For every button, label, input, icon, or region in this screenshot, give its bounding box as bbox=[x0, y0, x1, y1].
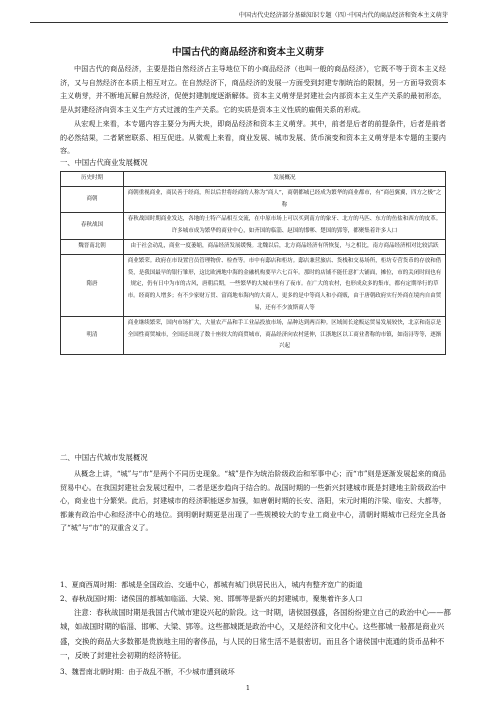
table-row bbox=[61, 239, 446, 254]
table-header-cell: 历史时期 bbox=[61, 172, 124, 187]
era-cell: 商朝 bbox=[61, 186, 124, 213]
table-row bbox=[61, 186, 446, 213]
page-number: 1 bbox=[245, 684, 251, 692]
era-cell: 隋唐 bbox=[61, 254, 124, 316]
table-header-cell: 发展概况 bbox=[124, 172, 446, 187]
table-row bbox=[61, 316, 446, 354]
table-row bbox=[61, 213, 446, 240]
era-cell: 魏晋南北朝 bbox=[61, 239, 124, 254]
description-cell: 商朝重视商业，商民善于经商，所以后世将经商的人称为“商人”，商朝都城已经成为繁华的商业都市，有“商邑翼翼，四方之极”之称 bbox=[124, 186, 446, 213]
section-heading-cities: 二、中国古代城市发展概况 bbox=[60, 453, 148, 462]
era-cell: 春秋战国 bbox=[61, 213, 124, 240]
era-cell: 明清 bbox=[61, 316, 124, 354]
description-cell: 春秋战国时期商业发达，各地的土特产品相互交流，在中原市场上可以买到南方的象牙、北方的马匹、东方的鱼盐和西方的皮革。许多城市成为繁华的商业中心，如齐国的临淄、赵国的邯郸、楚国的郢等，都聚集着许多人口 bbox=[124, 213, 446, 240]
list-item: 1、夏商西周时期：都城是全国政治、交通中心，都城有城门供居民出入，城内有整齐宽广的街道 bbox=[60, 580, 363, 589]
list-item: 2、春秋战国时期：诸侯国的都城如临淄、大梁、宛、邯郸等是新兴的封建城市，聚集着许多人口 bbox=[60, 594, 363, 603]
table-row bbox=[61, 254, 446, 316]
description-cell: 商业继续繁荣，国内市场扩大，大量农产品和手工业品投放市场，品种达到两百种。区域间长途贩运贸易发展较快，北京和南京是全国性商贸城市，全国还出现了数十座较大的商贸城市，商品经济向农村延伸，江浙地区以工商业著称的市镇，如南浔等等，逐渐兴起 bbox=[124, 316, 446, 354]
table-header-row bbox=[61, 172, 446, 187]
intro-paragraph-2: 从宏观上来看，本专题内容主要分为两大块，即商品经济和资本主义萌芽。其中，前者是后者的前提条件，后者是前者的必然结果，二者紧密联系、相互促进。从微观上来看，商业发展、城市发展、货币演变和资本主义萌芽是本专题的主要内容。 bbox=[60, 119, 446, 156]
description-cell: 由于社会动乱，商业一度萎缩，商品经济发展缓慢。北魏以后，北方商品经济有所恢复，与之相比，南方商品经济相对比较活跃 bbox=[124, 239, 446, 254]
running-header: 中国古代史经济部分基础知识专题（四）·中国古代的商品经济和资本主义萌芽 bbox=[30, 10, 448, 23]
document-title: 中国古代的商品经济和资本主义萌芽 bbox=[171, 47, 324, 58]
note-paragraph: 注意：春秋战国时期是我国古代城市建设兴起的阶段。这一时期，诸侯国强盛，各国纷纷建立自己的政治中心——都城，如战国时期的临淄、邯郸、大梁、郢等。这些都城既是政治中心，又是经济和文化中心。这些都城一般都是商业兴盛，交换的商品大多数都是贵族地主用的奢侈品，与人民的日常生活不是很密切。而且各个诸侯国中流通的货币品种不一，反映了封建社会初期的经济特征。 bbox=[60, 608, 451, 661]
section-heading-commerce: 一、中国古代商业发展概况 bbox=[60, 158, 148, 167]
cities-paragraph: 从概念上讲，“城”与“市”是两个不同历史现象。“城”是作为统治阶级政治和军事中心；而“市”则是逐渐发展起来的商品贸易中心。在我国封建社会发展过程中，二者是逐步趋向于结合的。战国时期的一些新兴封建城市既是封建地主阶级政治中心，商业也十分繁荣。此后，封建城市的经济职能逐步加强，如唐朝时期的长安、洛阳，宋元时期的汴梁、临安、大都等，都兼有政治中心和经济中心的地位。到明朝时期更是出现了一些规模较大的专业工商业中心，清朝时期城市已经完全具备了“城”与“市”的双重含义了。 bbox=[60, 469, 446, 533]
intro-paragraph-1: 中国古代的商品经济，主要是指自然经济占主导地位下的小商品经济（也叫一般的商品经济），它既不等于资本主义经济，又与自然经济在本质上相互对立。在自然经济下，商品经济的发展一方面受到封建专制统治的限制，另一方面导致资本主义萌芽，并不断地瓦解自然经济，促使封建制度逐渐解体。资本主义萌芽是封建社会内部资本主义生产关系的最初形态，是从封建经济向资本主义生产方式过渡的生产关系。它的实质是资本主义性质的雇佣关系的形成。 bbox=[60, 64, 446, 114]
commerce-history-table bbox=[60, 171, 446, 355]
list-item: 3、魏晋南北朝时期：由于战乱不断，不少城市遭到破坏 bbox=[60, 667, 235, 676]
description-cell: 商业繁荣。政府在市设置官员管理物价、检查等。市中有邸店和柜坊。邸店兼营旅店、货栈和交易场所，柜坊专营货币的存放和借贷，是我国最早的银行雏形，这比欧洲地中海的金融机构要早六七百年。那时的店铺不能任意扩大铺面，摊位，市的关闭时间也有规定，仍有日中为市的古风，唐朝后期，一些繁华的大城市里有了夜市。在广大的农村，也形成众多的集市，都有定期举行的草市。经商的人增多；有不少家财万贯、富商地布海内的大商人，更多的是中等商人和小商贩，由于唐朝政府实行外商在境内自由贸易，还有不少波斯商人等 bbox=[124, 254, 446, 316]
